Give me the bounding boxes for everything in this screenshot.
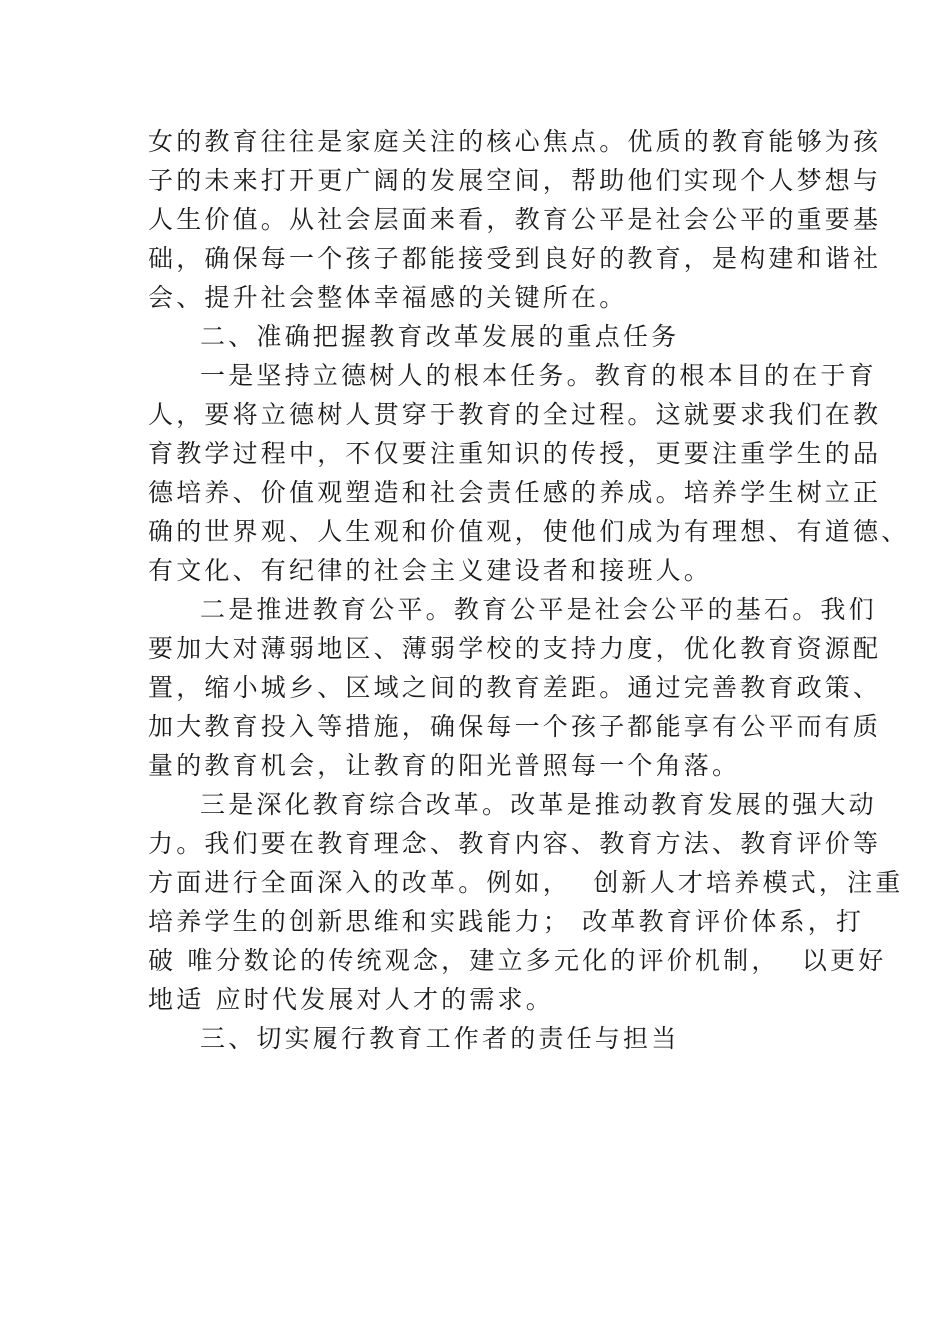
text-line: 地适 应时代发展对人才的需求。 [148,985,554,1014]
paragraph-first-line: 二是推进教育公平。教育公平是社会公平的基石。我们 [200,595,877,624]
text-line: 量的教育机会，让教育的阳光普照每一个角落。 [148,751,741,780]
document-body [148,122,910,1058]
text-line: 加大教育投入等措施，确保每一个孩子都能享有公平而有质 [148,712,882,741]
section-heading: 二、准确把握教育改革发展的重点任务 [200,322,680,351]
text-line: 会、提升社会整体幸福感的关键所在。 [148,283,628,312]
text-line: 子的未来打开更广阔的发展空间，帮助他们实现个人梦想与 [148,166,882,195]
text-line: 人，要将立德树人贯穿于教育的全过程。这就要求我们在教 [148,400,882,429]
text-line: 要加大对薄弱地区、薄弱学校的支持力度，优化教育资源配 [148,634,882,663]
text-line: 培养学生的创新思维和实践能力； 改革教育评价体系，打 [148,907,865,936]
text-line: 人生价值。从社会层面来看，教育公平是社会公平的重要基 [148,205,882,234]
text-line: 方面进行全面深入的改革。例如， 创新人才培养模式，注重 [148,868,904,897]
paragraph-first-line: 一是坚持立德树人的根本任务。教育的根本目的在于育 [200,361,877,390]
section-heading: 三、切实履行教育工作者的责任与担当 [200,1024,680,1053]
text-line: 育教学过程中，不仅要注重知识的传授，更要注重学生的品 [148,439,882,468]
text-line: 础，确保每一个孩子都能接受到良好的教育，是构建和谐社 [148,244,882,273]
text-line: 置，缩小城乡、区域之间的教育差距。通过完善教育政策、 [148,673,882,702]
text-line: 有文化、有纪律的社会主义建设者和接班人。 [148,556,713,585]
text-line: 力。我们要在教育理念、教育内容、教育方法、教育评价等 [148,829,882,858]
paragraph-first-line: 三是深化教育综合改革。改革是推动教育发展的强大动 [200,790,877,819]
text-line: 确的世界观、人生观和价值观，使他们成为有理想、有道德、 [148,517,910,546]
text-line: 女的教育往往是家庭关注的核心焦点。优质的教育能够为孩 [148,127,882,156]
text-line: 德培养、价值观塑造和社会责任感的养成。培养学生树立正 [148,478,882,507]
text-line: 破 唯分数论的传统观念，建立多元化的评价机制， 以更好 [148,946,887,975]
